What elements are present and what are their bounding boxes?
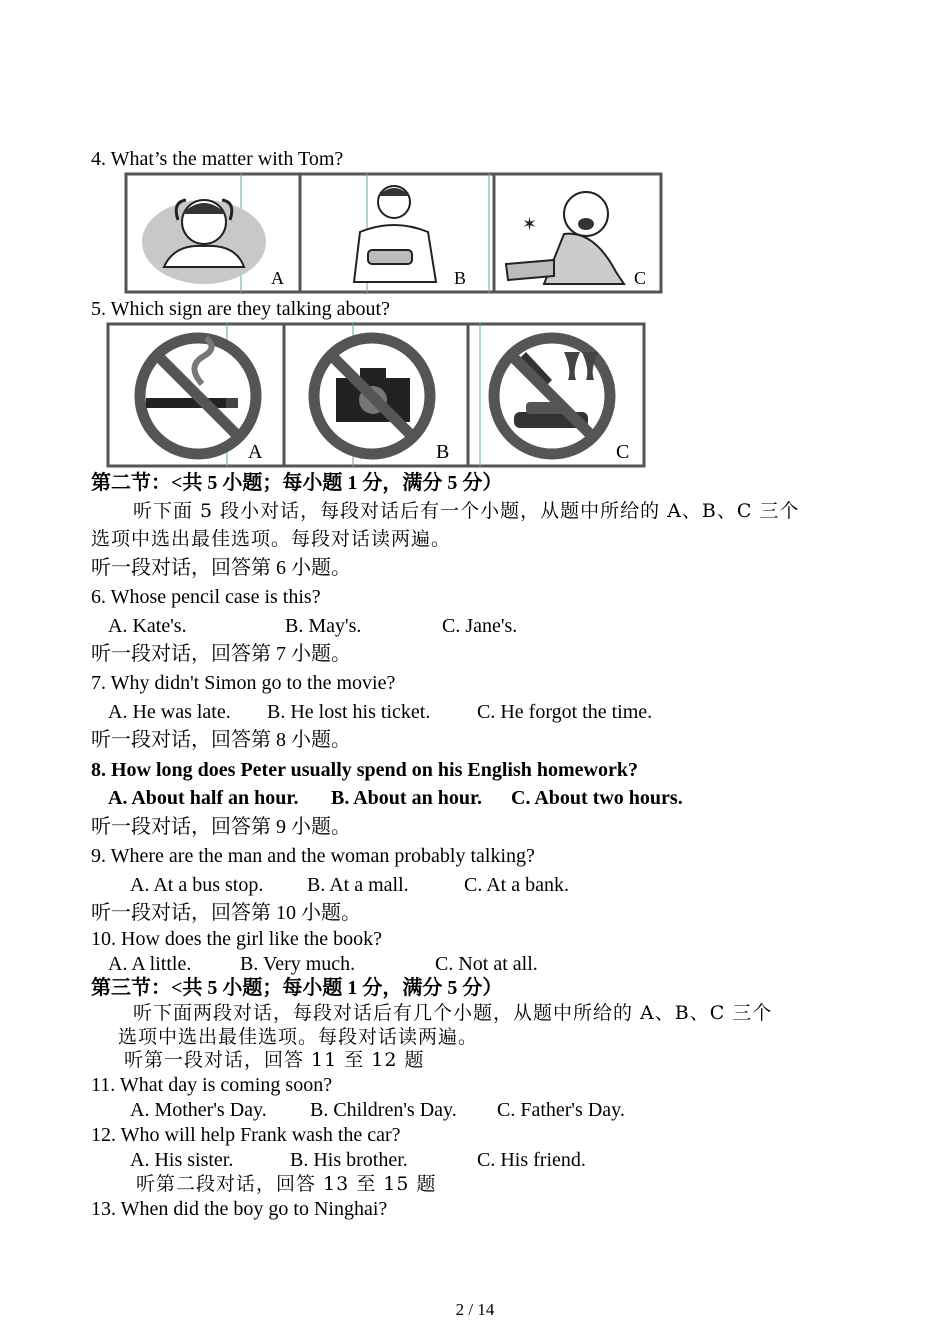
q9-question: 9. Where are the man and the woman probably talking? — [91, 845, 535, 867]
q9-option-a: A. At a bus stop. — [130, 874, 264, 896]
q11-option-b: B. Children's Day. — [310, 1099, 457, 1121]
q4-picture-panel — [124, 172, 664, 296]
section3-instructions-line2: 选项中选出最佳选项。每段对话读两遍。 — [118, 1026, 479, 1048]
q8-option-b: B. About an hour. — [331, 787, 482, 809]
q9-intro: 听一段对话，回答第 9 小题。 — [91, 816, 351, 838]
q9-option-b: B. At a mall. — [307, 874, 409, 896]
q11-question: 11. What day is coming soon? — [91, 1074, 333, 1096]
q5-label-a: A — [248, 441, 263, 463]
q12-option-a: A. His sister. — [130, 1149, 234, 1171]
q10-intro: 听一段对话，回答第 10 小题。 — [91, 902, 361, 924]
q6-option-c: C. Jane's. — [442, 615, 518, 637]
q4-label-b: B — [454, 268, 467, 288]
q7-option-b: B. He lost his ticket. — [267, 701, 431, 723]
section2-heading: 第二节：<共 5 小题；每小题 1 分，满分 5 分） — [91, 472, 503, 494]
no-drink-driving-sign-icon — [494, 338, 610, 454]
q6-option-b: B. May's. — [285, 615, 362, 637]
q13-question: 13. When did the boy go to Ninghai? — [91, 1198, 388, 1220]
q4-question: 4. What’s the matter with Tom? — [91, 148, 344, 170]
q8-question: 8. How long does Peter usually spend on his English homework? — [91, 759, 638, 781]
q5-label-b: B — [436, 441, 450, 463]
q10-option-c: C. Not at all. — [435, 953, 538, 975]
svg-text:✶: ✶ — [522, 214, 538, 234]
q11-option-c: C. Father's Day. — [497, 1099, 625, 1121]
q10-question: 10. How does the girl like the book? — [91, 928, 383, 950]
q10-option-a: A. A little. — [108, 953, 192, 975]
q12-option-c: C. His friend. — [477, 1149, 586, 1171]
section2-instructions-line1: 听下面 5 段小对话，每段对话后有一个小题，从题中所给的 A、B、C 三个 — [133, 500, 800, 522]
q11-option-a: A. Mother's Day. — [130, 1099, 267, 1121]
q5-picture-panel — [106, 322, 648, 470]
q7-option-a: A. He was late. — [108, 701, 231, 723]
q5-question: 5. Which sign are they talking about? — [91, 298, 390, 320]
q4-label-c: C — [634, 268, 647, 288]
section3-heading: 第三节：<共 5 小题；每小题 1 分，满分 5 分） — [91, 977, 503, 999]
q8-option-c: C. About two hours. — [511, 787, 683, 809]
q6-option-a: A. Kate's. — [108, 615, 187, 637]
headache-man-icon — [142, 200, 266, 284]
q7-question: 7. Why didn't Simon go to the movie? — [91, 672, 396, 694]
q7-intro: 听一段对话，回答第 7 小题。 — [91, 643, 351, 665]
q9-option-c: C. At a bank. — [464, 874, 569, 896]
q12-question: 12. Who will help Frank wash the car? — [91, 1124, 401, 1146]
q6-question: 6. Whose pencil case is this? — [91, 586, 321, 608]
page-number: 2 / 14 — [455, 1300, 495, 1319]
q8-intro: 听一段对话，回答第 8 小题。 — [91, 729, 351, 751]
section3-intro-dialogue1: 听第一段对话，回答 11 至 12 题 — [124, 1049, 425, 1071]
section3-instructions-line1: 听下面两段对话，每段对话后有几个小题，从题中所给的 A、B、C 三个 — [133, 1002, 773, 1024]
q4-label-a: A — [271, 268, 284, 288]
section2-instructions-line2: 选项中选出最佳选项。每段对话读两遍。 — [91, 528, 452, 550]
no-camera-sign-icon — [314, 338, 430, 454]
q5-label-c: C — [616, 441, 630, 463]
q6-intro: 听一段对话，回答第 6 小题。 — [91, 557, 351, 579]
section3-intro-dialogue2: 听第二段对话，回答 13 至 15 题 — [136, 1173, 437, 1195]
q7-option-c: C. He forgot the time. — [477, 701, 653, 723]
q12-option-b: B. His brother. — [290, 1149, 408, 1171]
q10-option-b: B. Very much. — [240, 953, 356, 975]
q8-option-a: A. About half an hour. — [108, 787, 299, 809]
no-smoking-sign-icon — [140, 338, 256, 454]
